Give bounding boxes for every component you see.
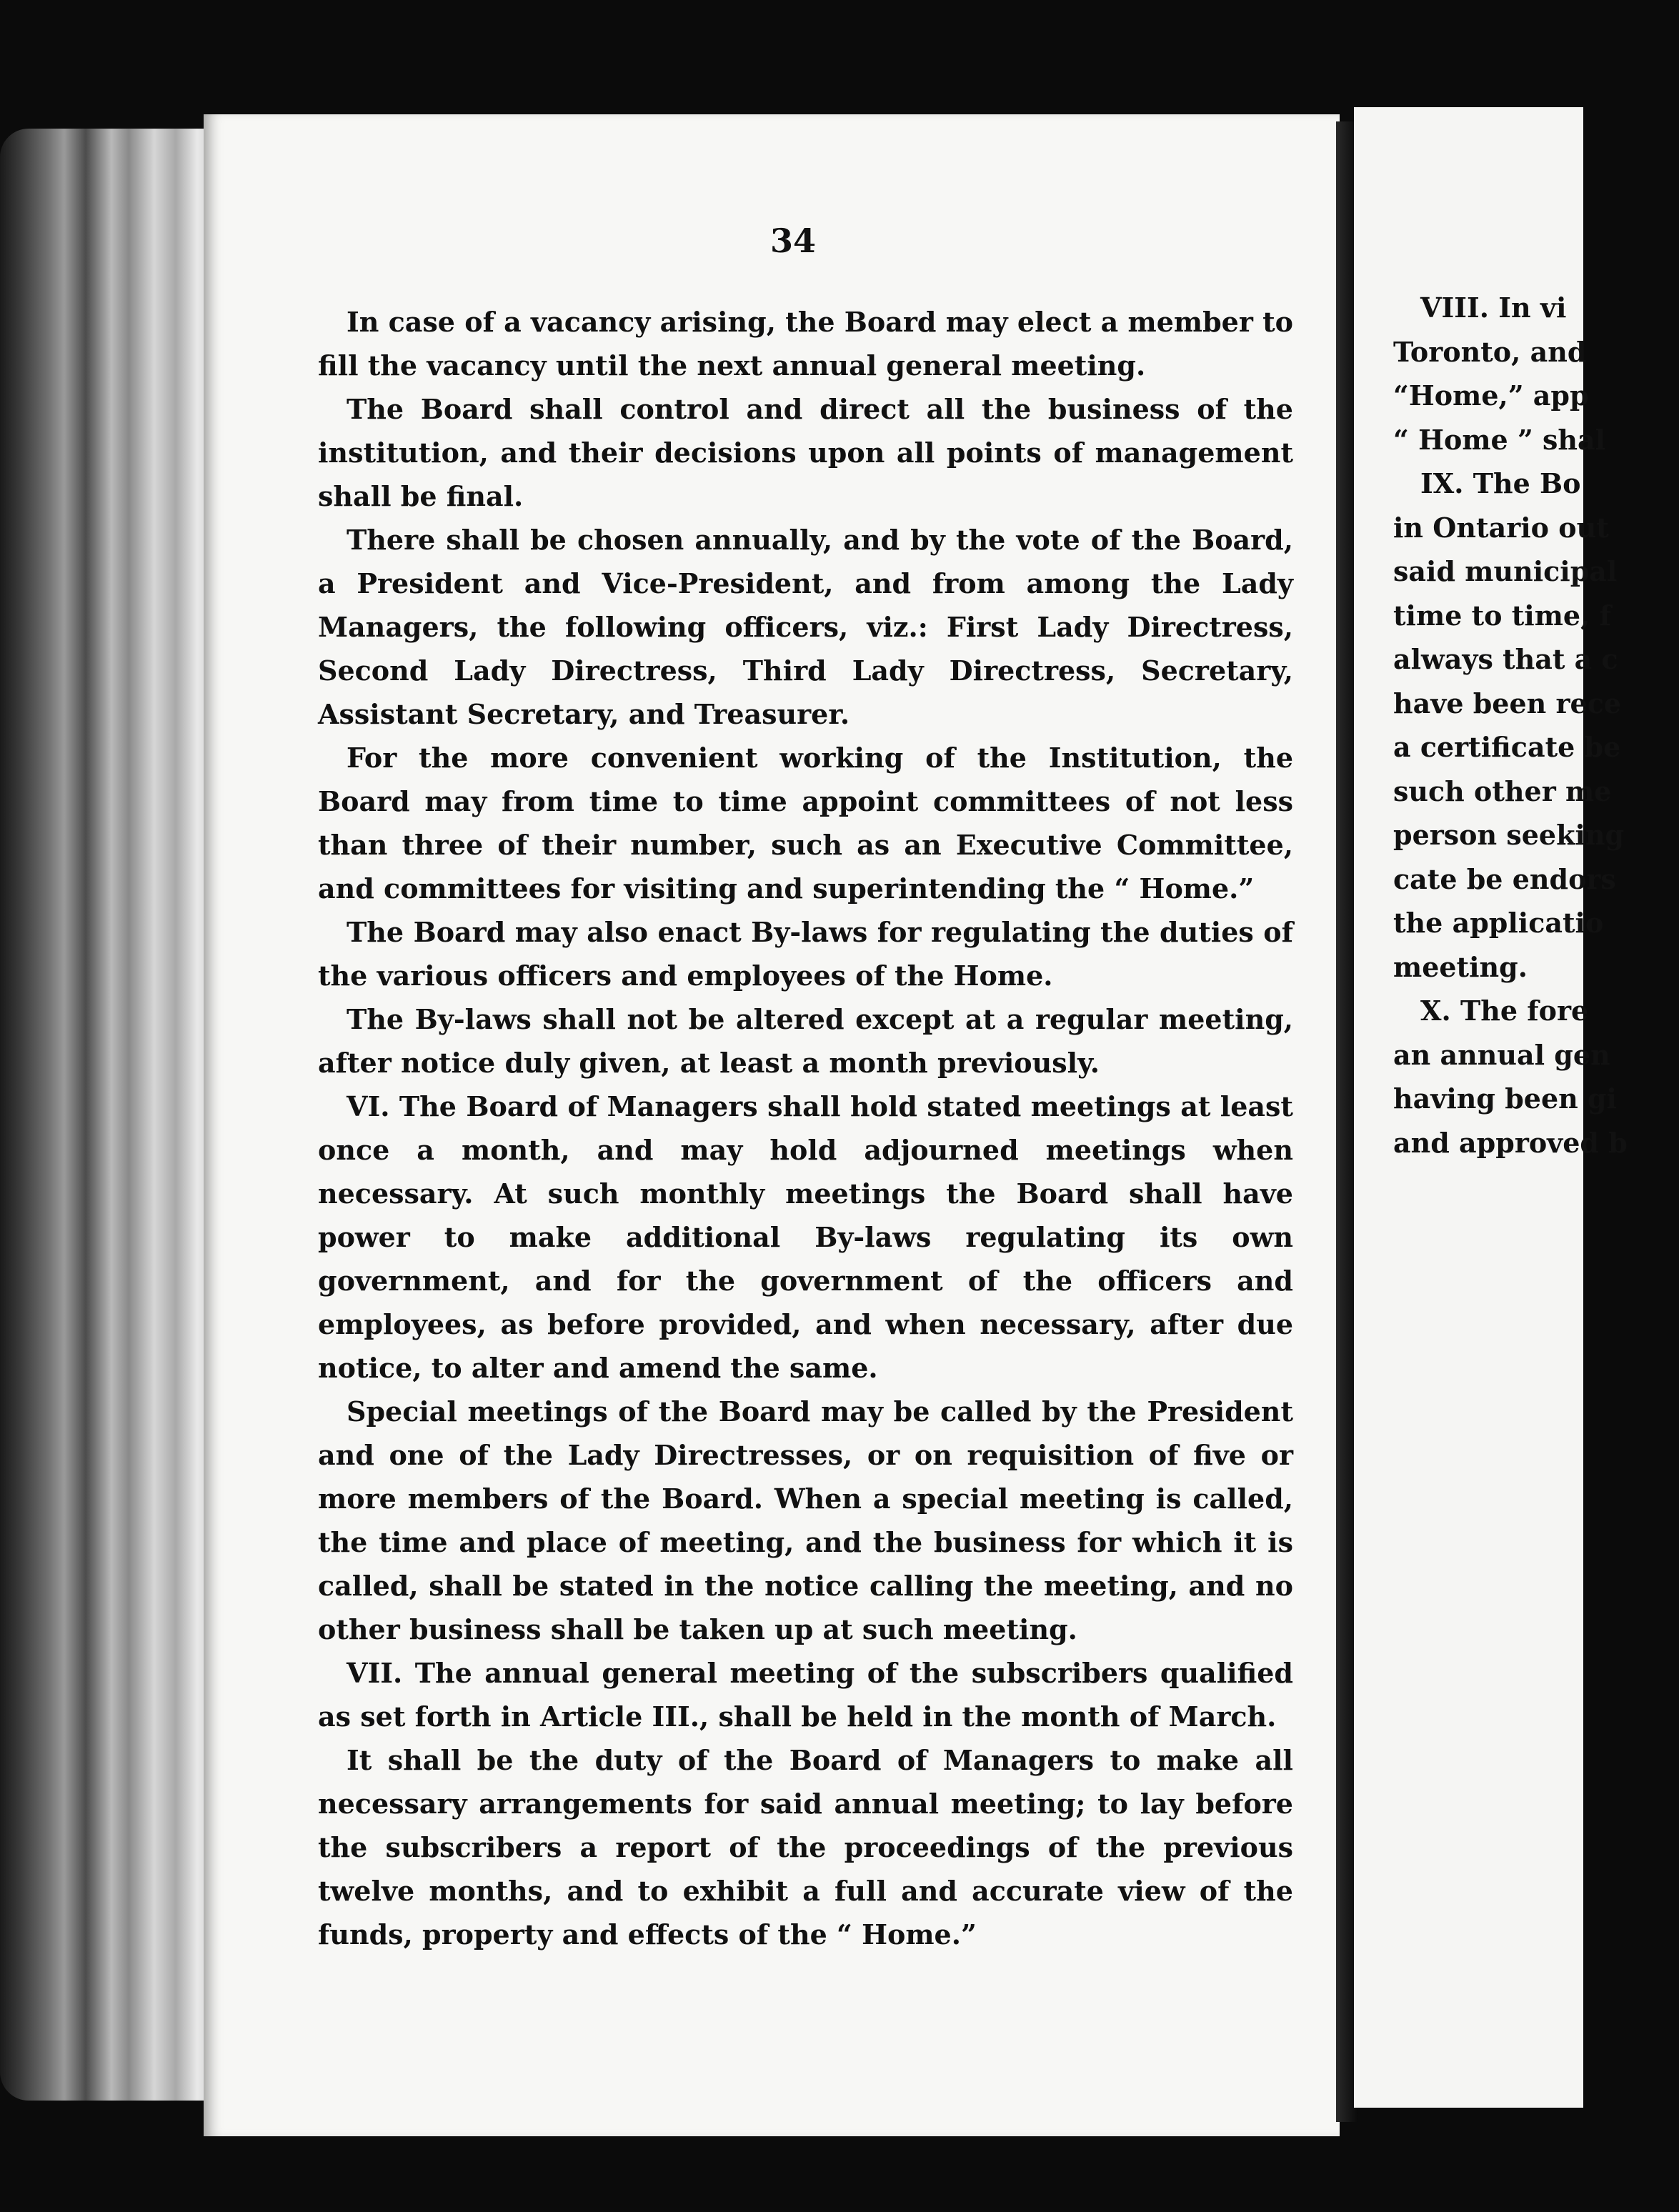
book-edge (0, 129, 214, 2101)
right-line: Toronto, and (1393, 335, 1587, 368)
paragraph: The By-laws shall not be altered except at a regular meeting, after notice duly given, at least a month previously. (318, 1003, 1293, 1079)
right-line: an annual gen (1393, 1038, 1610, 1071)
right-line: the applicatio (1393, 907, 1604, 939)
left-page-text (318, 300, 1293, 1956)
right-line: have been rece (1393, 687, 1622, 719)
right-line: IX. The Bo (1420, 467, 1581, 499)
right-line: person seeking (1393, 819, 1625, 851)
right-page-text (1393, 286, 1679, 1165)
right-line: having been gi (1393, 1082, 1617, 1115)
right-line: such other me (1393, 774, 1612, 807)
paragraph: In case of a vacancy arising, the Board may elect a member to fill the vacancy until the next annual general meeting. (318, 306, 1293, 382)
right-line: said municipal (1393, 555, 1618, 587)
right-line: and approved b (1393, 1126, 1628, 1159)
paragraph-article-vi: VI. The Board of Managers shall hold stated meetings at least once a month, and may hold adjourned meetings when necessary. At such monthly meetings the Board shall have power to make additional By-laws regulating its own government, and for the government of the officers and employees, as before provided, and when necessary, after due notice, to alter and amend the same. (318, 1090, 1293, 1384)
paragraph: The Board shall control and direct all the business of the institution, and their decisions upon all points of management shall be final. (318, 393, 1293, 512)
right-line: always that a c (1393, 643, 1618, 675)
paragraph: Special meetings of the Board may be called by the President and one of the Lady Directresses, or on requisition of five or more members of the Board. When a special meeting is called, the time and place of meeting, and the business for which it is called, shall be stated in the notice calling the meeting, and no other business shall be taken up at such meeting. (318, 1395, 1293, 1645)
right-line: “ Home ” shal (1393, 423, 1606, 456)
paragraph: For the more convenient working of the Institution, the Board may from time to time appoint committees of not less than three of their number, such as an Executive Committee, and committees for visiting and superintending the “ Home.” (318, 742, 1293, 905)
right-line: VIII. In vi (1420, 292, 1567, 324)
right-line: a certificate be (1393, 731, 1621, 763)
right-line: “Home,” app (1393, 379, 1589, 412)
paragraph-article-vii: VII. The annual general meeting of the subscribers qualified as set forth in Article III., shall be held in the month of March. (318, 1657, 1293, 1733)
paragraph: It shall be the duty of the Board of Managers to make all necessary arrangements for said annual meeting; to lay before the subscribers a report of the proceedings of the previous twelve months, and to exhibit a full and accurate view of the funds, property and effects of the “ Home.” (318, 1744, 1293, 1951)
right-line: time to time, f (1393, 599, 1611, 632)
paragraph: There shall be chosen annually, and by the vote of the Board, a President and Vice-President, and from among the Lady Managers, the following officers, viz.: First Lady Directress, Second Lady Directress, Third Lady Directress, Secretary, Assistant Secretary, and Treasurer. (318, 524, 1293, 730)
page-number: 34 (769, 221, 816, 260)
right-line: X. The fore (1420, 995, 1589, 1027)
right-line: cate be endors (1393, 862, 1616, 895)
paragraph: The Board may also enact By-laws for regulating the duties of the various officers and employees of the Home. (318, 916, 1293, 992)
right-line: meeting. (1393, 950, 1528, 983)
right-line: in Ontario out (1393, 511, 1609, 544)
